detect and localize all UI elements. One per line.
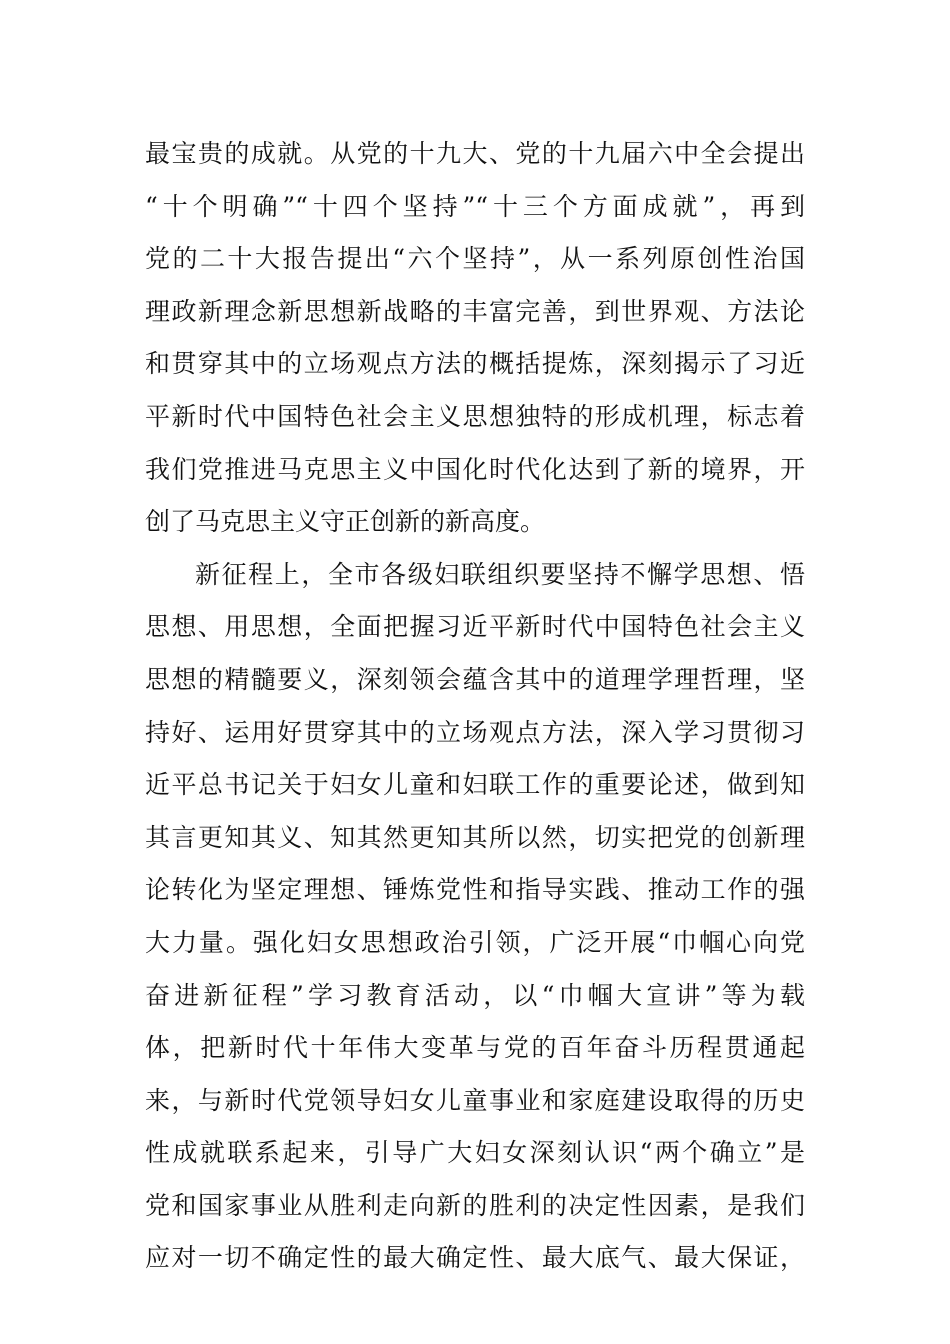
paragraph-2-line-8: 大力量。强化妇女思想政治引领，广泛开展“巾帼心向党 (145, 927, 805, 957)
paragraph-2-line-5: 近平总书记关于妇女儿童和妇联工作的重要论述，做到知 (145, 770, 805, 800)
paragraph-1-line-5: 和贯穿其中的立场观点方法的概括提炼，深刻揭示了习近 (145, 349, 805, 379)
paragraph-1-line-4: 理政新理念新思想新战略的丰富完善，到世界观、方法论 (145, 296, 805, 326)
paragraph-2-line-14: 应对一切不确定性的最大确定性、最大底气、最大保证， (145, 1243, 805, 1273)
paragraph-2-line-10: 体，把新时代十年伟大变革与党的百年奋斗历程贯通起 (145, 1033, 805, 1063)
paragraph-1-line-1: 最宝贵的成就。从党的十九大、党的十九届六中全会提出 (145, 139, 805, 168)
paragraph-2-line-6: 其言更知其义、知其然更知其所以然，切实把党的创新理 (145, 822, 805, 852)
paragraph-2-line-7: 论转化为坚定理想、锤炼党性和指导实践、推动工作的强 (145, 875, 805, 905)
paragraph-2-line-12: 性成就联系起来，引导广大妇女深刻认识“两个确立”是 (145, 1138, 805, 1168)
document-body (145, 128, 805, 1285)
paragraph-1-line-8: 创了马克思主义守正创新的新高度。 (145, 507, 546, 537)
paragraph-2-line-3: 思想的精髓要义，深刻领会蕴含其中的道理学理哲理，坚 (145, 664, 805, 694)
paragraph-1-line-6: 平新时代中国特色社会主义思想独特的形成机理，标志着 (145, 401, 805, 431)
paragraph-2-line-11: 来，与新时代党领导妇女儿童事业和家庭建设取得的历史 (145, 1085, 805, 1115)
paragraph-2-line-9: 奋进新征程”学习教育活动，以“巾帼大宣讲”等为载 (145, 980, 805, 1010)
paragraph-2-line-13: 党和国家事业从胜利走向新的胜利的决定性因素，是我们 (145, 1190, 805, 1220)
paragraph-1-line-3: 党的二十大报告提出“六个坚持”，从一系列原创性治国 (145, 244, 805, 274)
paragraph-2-line-4: 持好、运用好贯穿其中的立场观点方法，深入学习贯彻习 (145, 717, 805, 747)
paragraph-2-line-2: 思想、用思想，全面把握习近平新时代中国特色社会主义 (145, 612, 805, 642)
paragraph-1-line-2: “十个明确”“十四个坚持”“十三个方面成就”，再到 (145, 191, 805, 221)
paragraph-2-line-1: 新征程上，全市各级妇联组织要坚持不懈学思想、悟 (195, 559, 805, 589)
paragraph-1-line-7: 我们党推进马克思主义中国化时代化达到了新的境界，开 (145, 454, 805, 484)
